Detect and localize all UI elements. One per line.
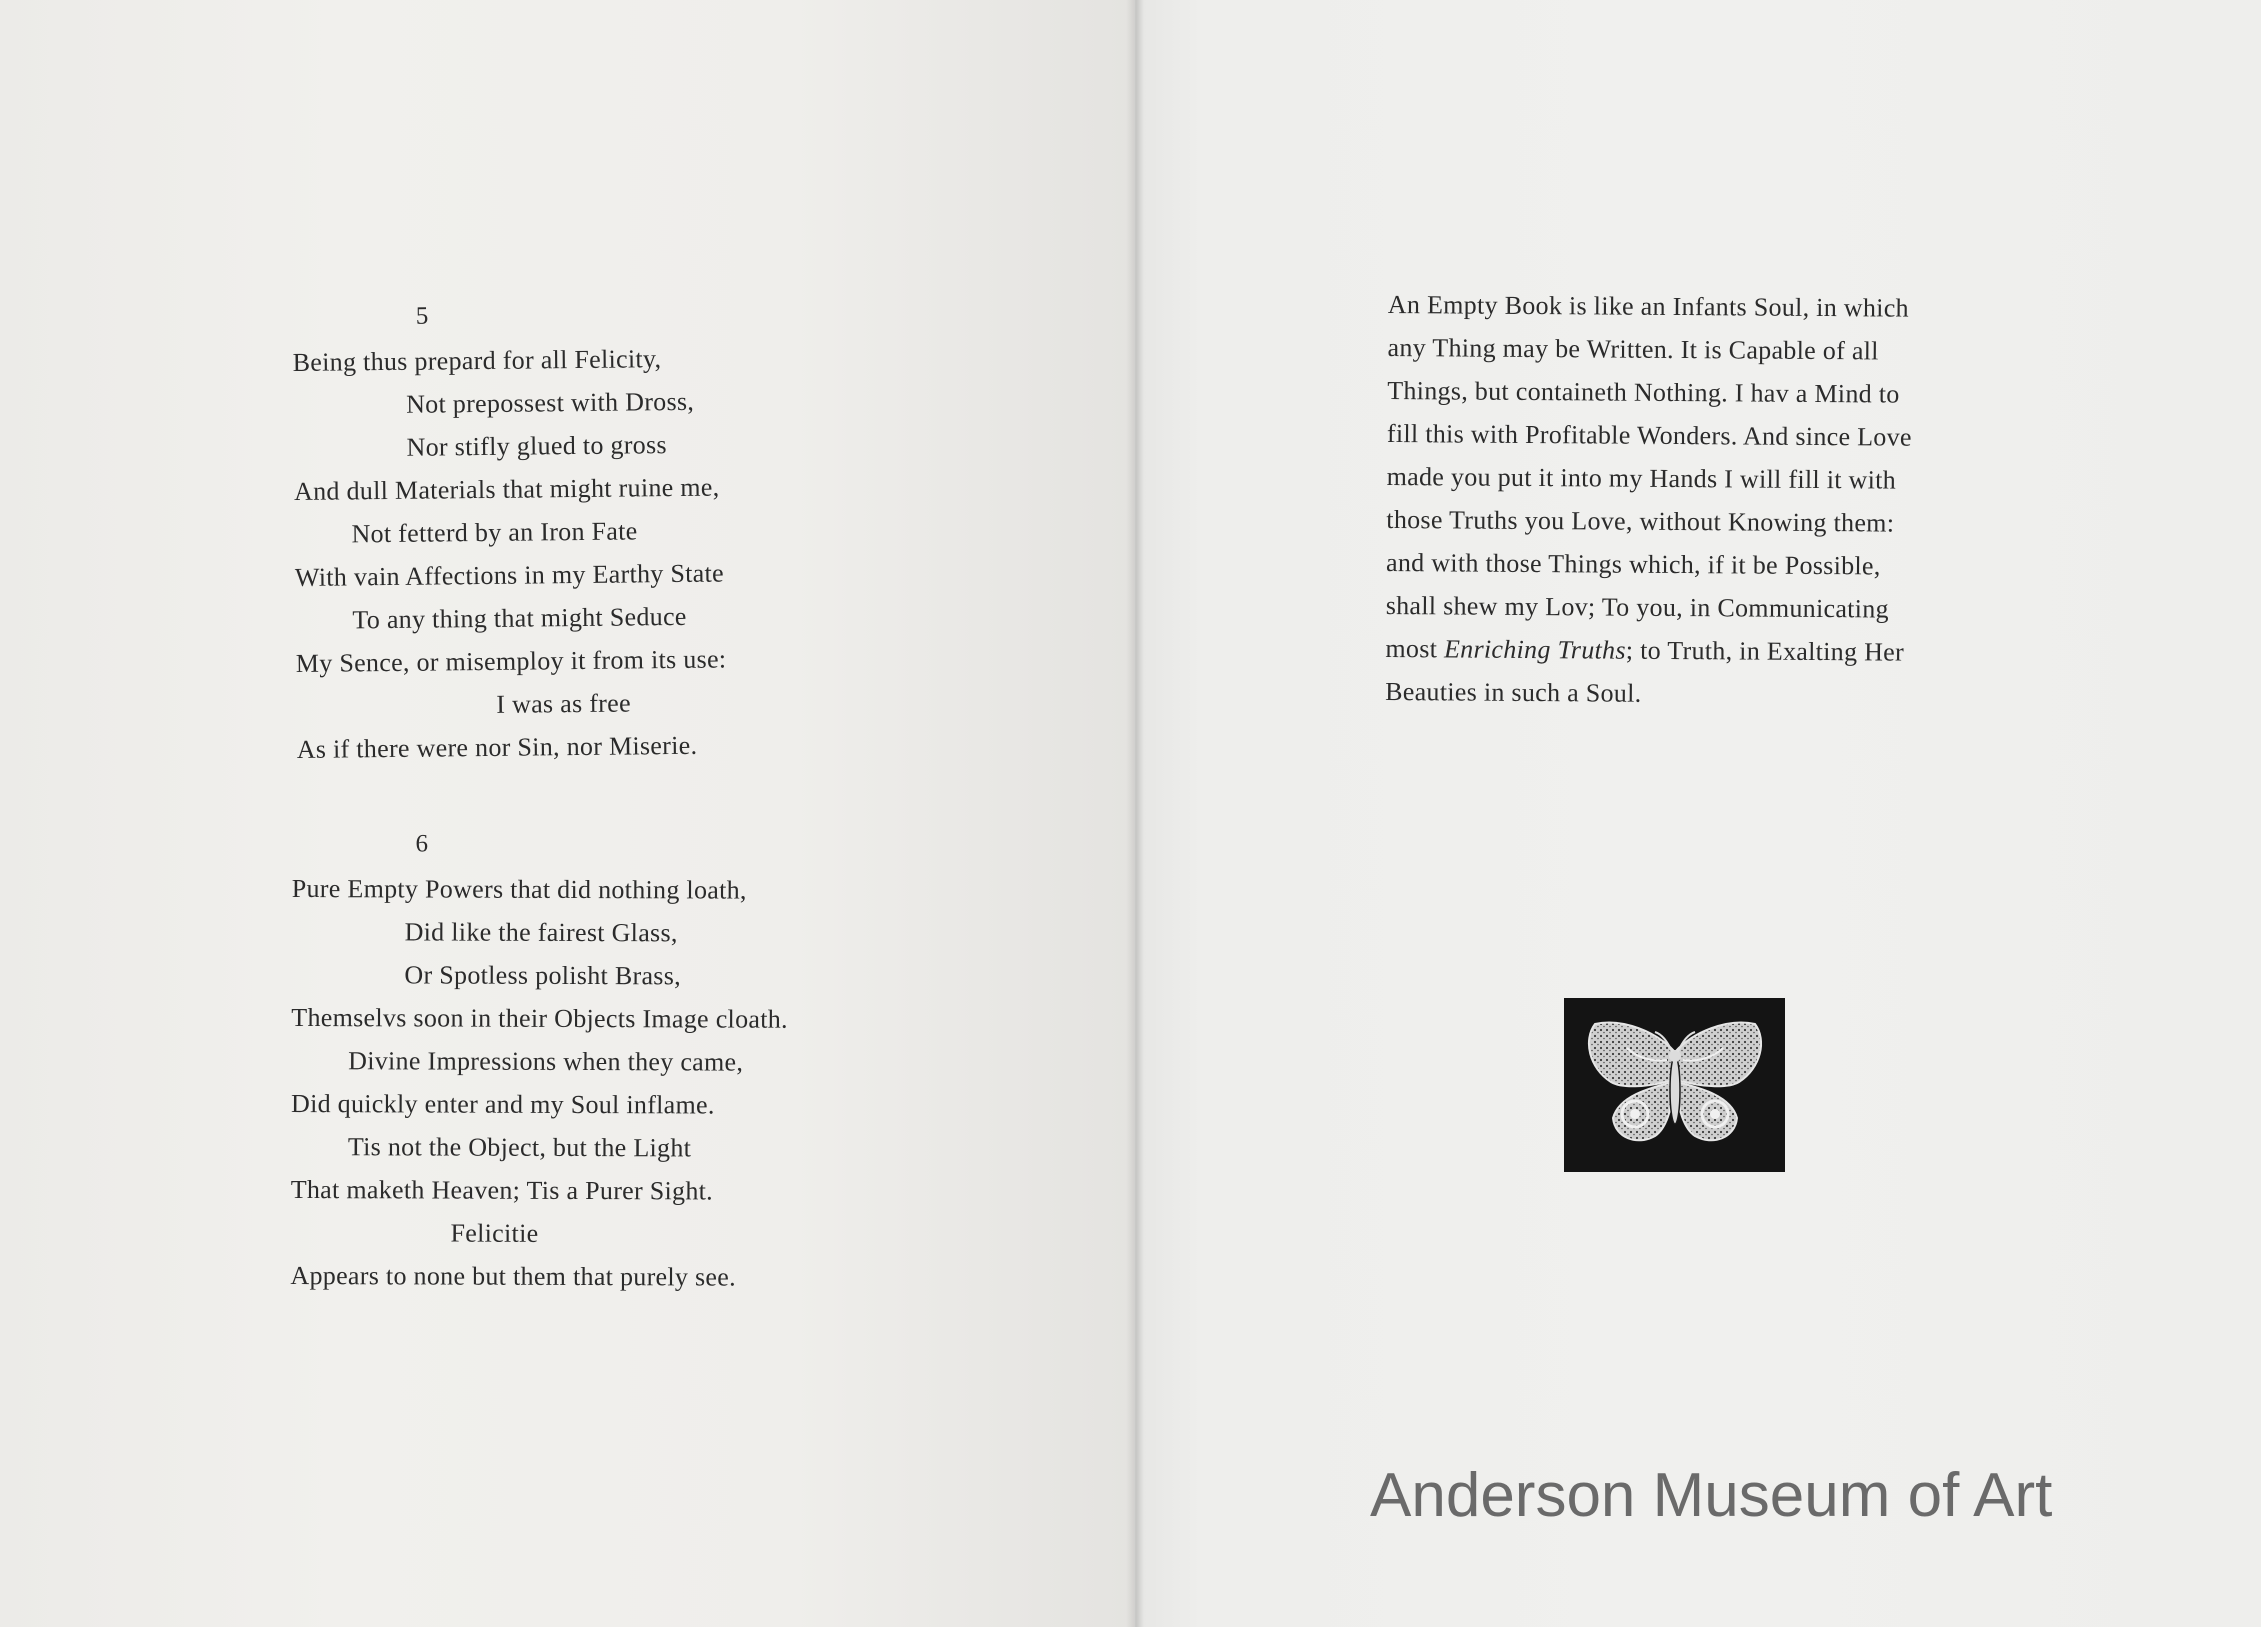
prose-line — [1385, 627, 1995, 674]
prose-line: and with those Things which, if it be Possible, — [1385, 547, 1881, 581]
book-gutter — [1126, 0, 1144, 1627]
verse-line: With vain Affections in my Earthy State — [294, 558, 725, 592]
prose-line: any Thing may be Written. It is Capable of all — [1387, 332, 1879, 366]
prose-line: those Truths you Love, without Knowing them: — [1386, 504, 1895, 538]
italic-phrase: Enriching Truths — [1443, 634, 1626, 665]
verse-line: And dull Materials that might ruine me, — [293, 472, 720, 506]
prose-text: most — [1385, 633, 1445, 664]
verse-line: Themselvs soon in their Objects Image cloath. — [291, 1002, 788, 1034]
prose-line: shall shew my Lov; To you, in Communicating — [1385, 590, 1889, 624]
stanza-5 — [292, 289, 937, 771]
stanza-6 — [290, 822, 932, 1299]
verse-line: Appears to none but them that purely see. — [290, 1260, 736, 1292]
prose-text: ; to Truth, in Exalting Her — [1625, 635, 1905, 667]
verse-line: That maketh Heaven; Tis a Purer Sight. — [290, 1174, 714, 1206]
prose-paragraph — [1385, 283, 1998, 717]
butterfly-icon — [1575, 1010, 1775, 1160]
verse-line: Not fetterd by an Iron Fate — [351, 516, 638, 549]
prose-line: An Empty Book is like an Infants Soul, in which — [1387, 289, 1910, 323]
verse-line: Or Spotless polisht Brass, — [404, 960, 682, 991]
verse-line: Divine Impressions when they came, — [348, 1046, 744, 1077]
right-page — [1134, 0, 2261, 1627]
prose-line: Things, but containeth Nothing. I hav a Mind to — [1387, 375, 1900, 409]
verse-line: Tis not the Object, but the Light — [347, 1132, 692, 1163]
prose-line: fill this with Profitable Wonders. And since Love — [1386, 418, 1912, 452]
verse-line: Did like the fairest Glass, — [404, 917, 678, 948]
butterfly-woodcut — [1564, 998, 1785, 1172]
prose-line: Beauties in such a Soul. — [1385, 676, 1642, 708]
museum-watermark: Anderson Museum of Art — [1370, 1461, 2053, 1530]
verse-line: Not prepossest with Dross, — [405, 386, 695, 419]
verse-line: Did quickly enter and my Soul inflame. — [290, 1088, 715, 1120]
prose-line: made you put it into my Hands I will fill it with — [1386, 461, 1897, 495]
verse-line: To any thing that might Seduce — [352, 601, 687, 635]
verse-line: Pure Empty Powers that did nothing loath, — [291, 873, 747, 905]
verse-line: I was as free — [496, 688, 631, 719]
verse-line: Nor stifly glued to gross — [406, 430, 667, 462]
verse-line: My Sence, or misemploy it from its use: — [295, 644, 727, 678]
stanza-number: 6 — [415, 830, 429, 858]
verse-line: As if there were nor Sin, nor Miserie. — [296, 730, 698, 764]
verse-line: Being thus prepard for all Felicity, — [292, 344, 662, 377]
verse-line: Felicitie — [450, 1218, 539, 1248]
stanza-number: 5 — [415, 302, 429, 330]
